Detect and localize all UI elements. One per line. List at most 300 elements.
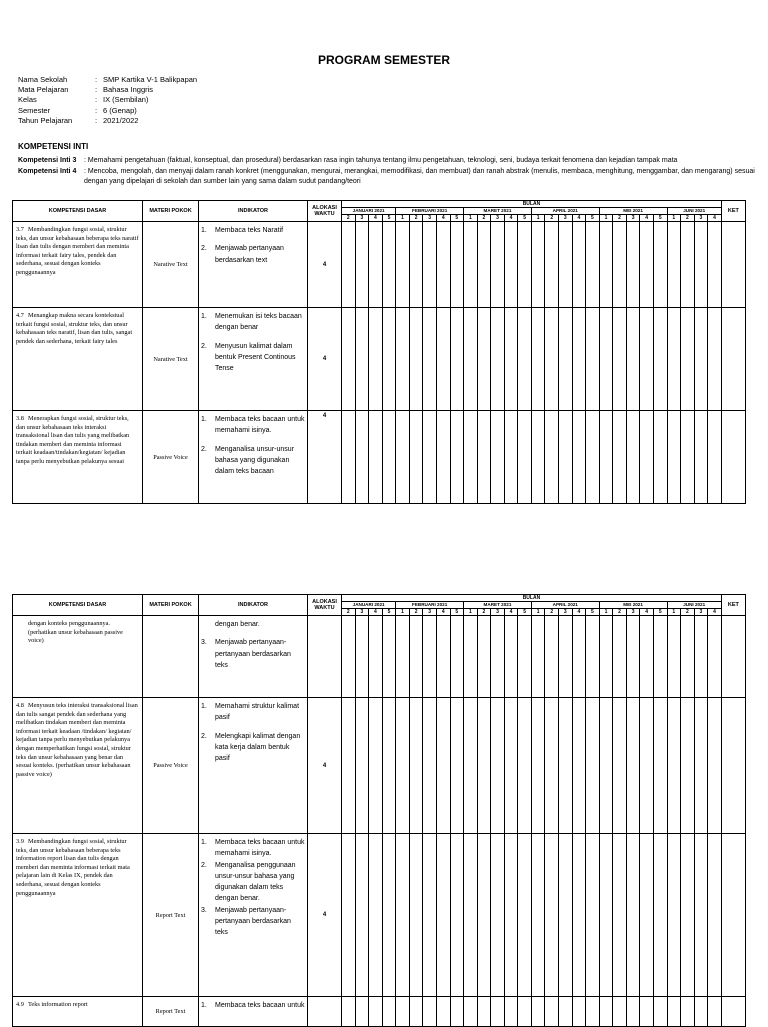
indikator-text: Menemukan isi teks bacaan dengan benar: [215, 313, 302, 332]
week-cell: [491, 308, 505, 411]
week-cell: [477, 616, 491, 698]
week-cell: [708, 411, 722, 504]
week-cell: [559, 411, 573, 504]
week-cell: [653, 698, 667, 834]
week-cell: [450, 308, 464, 411]
kd-text: Menyusun teks interaksi transaksional lisan dan tulis sangat pendek dan sederhana yang melibatkan tindakan memberi dan meminta informasi terkait keadaan /tindakan/ kegiatan/ kejadian tanpa perlu menyebutkan pelakunya dengan memperhatikan fungsi sosial, struktur teks dan unsur kebahasaan yang benar dan sesuai konteks. (perhatikan unsur kebahasaan passive voice): [16, 702, 138, 778]
week-cell: [559, 616, 573, 698]
week-cell: [464, 411, 478, 504]
indikator-text: Memahami struktur kalimat pasif: [215, 703, 300, 722]
indikator-text: Menjawab pertanyaan berdasarkan text: [215, 245, 284, 264]
week-cell: [491, 997, 505, 1027]
week-cell: [572, 616, 586, 698]
header-indikator: INDIKATOR: [199, 595, 308, 616]
week-cell: [409, 308, 423, 411]
indikator-number: 2.: [201, 342, 207, 350]
header-indikator: INDIKATOR: [199, 201, 308, 222]
week-cell: [667, 308, 681, 411]
indikator-number: 2.: [201, 445, 207, 453]
header-week: 2: [613, 215, 627, 222]
week-cell: [436, 616, 450, 698]
week-cell: [694, 411, 708, 504]
week-cell: [450, 997, 464, 1027]
header-week: 4: [369, 609, 383, 616]
week-cell: [518, 616, 532, 698]
info-row: [18, 116, 197, 126]
indikator-text: Membaca teks Naratif: [215, 227, 284, 234]
header-week: 5: [518, 609, 532, 616]
header-week: 3: [355, 609, 369, 616]
header-week: 2: [613, 609, 627, 616]
week-cell: [653, 222, 667, 308]
week-cell: [545, 834, 559, 997]
week-cell: [640, 616, 654, 698]
week-cell: [559, 308, 573, 411]
indikator-number: 1.: [201, 839, 207, 846]
header-week: 4: [369, 215, 383, 222]
week-cell: [369, 222, 383, 308]
indikator-number: 3.: [201, 639, 207, 647]
info-separator: :: [95, 105, 98, 115]
header-alokasi-waktu: ALOKASI WAKTU: [308, 595, 342, 616]
week-cell: [450, 222, 464, 308]
header-week: 3: [355, 215, 369, 222]
week-cell: [396, 308, 410, 411]
week-cell: [342, 834, 356, 997]
ki-label: Kompetensi Inti 3: [18, 157, 77, 164]
week-cell: [369, 834, 383, 997]
header-week: 3: [491, 609, 505, 616]
indikator-text: Menyusun kalimat dalam bentuk Present Continous Tense: [215, 342, 296, 373]
info-value: SMP Kartika V-1 Balikpapan: [103, 75, 198, 84]
week-cell: [613, 222, 627, 308]
week-cell: [667, 698, 681, 834]
week-cell: [626, 308, 640, 411]
week-cell: [667, 411, 681, 504]
week-cell: [450, 411, 464, 504]
header-month: JANUARI 2021: [342, 208, 396, 215]
week-cell: [464, 698, 478, 834]
kd-number: 4.8: [16, 702, 24, 709]
week-cell: [708, 308, 722, 411]
indikator-cell: [199, 308, 308, 411]
week-cell: [599, 616, 613, 698]
week-cell: [504, 698, 518, 834]
header-week: 2: [342, 609, 356, 616]
materi-pokok-cell: Report Text: [143, 834, 199, 997]
header-week: 4: [640, 609, 654, 616]
week-cell: [396, 834, 410, 997]
header-week: 1: [464, 609, 478, 616]
header-week: 2: [409, 609, 423, 616]
week-cell: [409, 997, 423, 1027]
week-cell: [681, 616, 695, 698]
week-cell: [504, 308, 518, 411]
week-cell: [626, 834, 640, 997]
week-cell: [653, 308, 667, 411]
indikator-item: [201, 444, 305, 478]
header-week: 3: [491, 215, 505, 222]
ket-cell: [721, 411, 745, 504]
info-label: Kelas: [18, 95, 37, 105]
week-cell: [396, 698, 410, 834]
table-row: [13, 222, 746, 308]
week-cell: [382, 308, 396, 411]
header-ket: KET: [721, 595, 745, 616]
info-separator: :: [95, 115, 98, 125]
header-week: 4: [436, 215, 450, 222]
header-materi-pokok: MATERI POKOK: [143, 201, 199, 222]
header-week: 3: [626, 609, 640, 616]
header-month: MARET 2021: [464, 208, 532, 215]
kompetensi-inti-4: [18, 167, 758, 186]
materi-pokok-cell: Narative Text: [143, 222, 199, 308]
week-cell: [545, 616, 559, 698]
week-cell: [599, 411, 613, 504]
indikator-item: [201, 701, 305, 724]
header-week: 3: [694, 215, 708, 222]
week-cell: [667, 997, 681, 1027]
week-cell: [436, 698, 450, 834]
week-cell: [382, 698, 396, 834]
week-cell: [518, 308, 532, 411]
header-ket: KET: [721, 201, 745, 222]
week-cell: [423, 222, 437, 308]
week-cell: [653, 411, 667, 504]
header-week: 1: [667, 215, 681, 222]
week-cell: [477, 222, 491, 308]
week-cell: [355, 834, 369, 997]
header-kompetensi-dasar: KOMPETENSI DASAR: [13, 201, 143, 222]
week-cell: [694, 698, 708, 834]
indikator-item: [201, 341, 305, 375]
header-week: 3: [423, 609, 437, 616]
indikator-number: 1.: [201, 313, 207, 320]
week-cell: [504, 222, 518, 308]
header-week: 4: [572, 609, 586, 616]
header-week: 3: [559, 609, 573, 616]
week-cell: [599, 698, 613, 834]
week-cell: [477, 997, 491, 1027]
week-cell: [586, 222, 600, 308]
table-row: [13, 834, 746, 997]
kompetensi-inti-3: [18, 156, 758, 166]
info-value: 2021/2022: [103, 115, 139, 125]
header-week: 2: [477, 215, 491, 222]
week-cell: [681, 308, 695, 411]
week-cell: [491, 222, 505, 308]
week-cell: [355, 997, 369, 1027]
header-week: 4: [436, 609, 450, 616]
week-cell: [450, 698, 464, 834]
header-week: 3: [694, 609, 708, 616]
week-cell: [369, 411, 383, 504]
header-week: 2: [342, 215, 356, 222]
header-week: 4: [504, 215, 518, 222]
week-cell: [423, 411, 437, 504]
week-cell: [545, 698, 559, 834]
week-cell: [559, 222, 573, 308]
kompetensi-dasar-cell: [13, 616, 143, 698]
week-cell: [409, 698, 423, 834]
indikator-number: 1.: [201, 416, 207, 423]
materi-pokok-cell: Report Text: [143, 997, 199, 1027]
header-bulan: BULAN: [342, 201, 722, 208]
week-cell: [531, 834, 545, 997]
week-cell: [504, 997, 518, 1027]
indikator-number: 2.: [201, 732, 207, 740]
kd-text: Membandingkan fungsi sosial, struktur teks, dan unsur kebahasaan beberapa teks information report lisan dan tulis dengan memberi dan meminta informasi terkait mata pelajaran lain di Kelas IX, pendek dan sederhana, sesuai dengan konteks penggunaannya: [16, 838, 130, 897]
header-materi-pokok: MATERI POKOK: [143, 595, 199, 616]
kd-text: Menerapkan fungsi sosial, struktur teks, dan unsur kebahasaan teks interaksi transaksional lisan dan tulis yang melibatkan tindakan memberi dan meminta informasi terkait keadaan/tindakan/kegiatan/ kejadian tanpa perlu menyebutkan pelakunya sesuai: [16, 415, 130, 465]
indikator-number: 1.: [201, 1002, 207, 1009]
week-cell: [640, 222, 654, 308]
week-cell: [559, 997, 573, 1027]
indikator-text: Melengkapi kalimat dengan kata kerja dalam bentuk pasif: [215, 732, 301, 763]
kd-number: 3.7: [16, 226, 24, 233]
week-cell: [626, 222, 640, 308]
week-cell: [531, 698, 545, 834]
week-cell: [423, 616, 437, 698]
header-week: 3: [423, 215, 437, 222]
header-week: 1: [396, 215, 410, 222]
week-cell: [653, 616, 667, 698]
ket-cell: [721, 616, 745, 698]
week-cell: [342, 308, 356, 411]
week-cell: [559, 698, 573, 834]
indikator-text: Membaca teks bacaan untuk memahami isinya.: [215, 839, 305, 858]
indikator-item: [201, 225, 305, 236]
indikator-item: [201, 860, 305, 905]
kd-text: Membandingkan fungsi sosial, struktur teks, dan unsur kebahasaan beberapa teks naratif lisan dan tulis dengan memberi dan meminta informasi terkait fairy tales, pendek dan sederhana, sesuai dengan konteks penggunaannya: [16, 226, 139, 276]
week-cell: [409, 834, 423, 997]
week-cell: [369, 616, 383, 698]
week-cell: [491, 698, 505, 834]
week-cell: [342, 698, 356, 834]
materi-pokok-cell: Passive Voice: [143, 411, 199, 504]
info-value: IX (Sembilan): [103, 95, 149, 105]
week-cell: [640, 411, 654, 504]
indikator-cell: [199, 834, 308, 997]
week-cell: [409, 222, 423, 308]
week-cell: [409, 411, 423, 504]
ket-cell: [721, 698, 745, 834]
week-cell: [545, 411, 559, 504]
info-separator: :: [95, 75, 98, 84]
info-label: Mata Pelajaran: [18, 85, 69, 95]
kd-number: 4.9: [16, 1001, 24, 1008]
week-cell: [681, 698, 695, 834]
indikator-text: Menganalisa penggunaan unsur-unsur bahasa yang digunakan dalam teks dengan benar.: [215, 861, 296, 903]
header-month: MEI 2021: [599, 602, 667, 609]
week-cell: [531, 997, 545, 1027]
week-cell: [436, 222, 450, 308]
kompetensi-dasar-cell: [13, 698, 143, 834]
page-title: PROGRAM SEMESTER: [317, 53, 450, 67]
header-week: 5: [518, 215, 532, 222]
week-cell: [599, 308, 613, 411]
week-cell: [586, 834, 600, 997]
indikator-item: [201, 311, 305, 334]
info-row: [18, 95, 197, 105]
week-cell: [586, 997, 600, 1027]
header-month: FEBRUARI 2021: [396, 208, 464, 215]
kd-number: 4.7: [16, 312, 24, 319]
week-cell: [504, 411, 518, 504]
header-week: 3: [559, 215, 573, 222]
indikator-item: [201, 837, 305, 860]
header-week: 4: [708, 215, 722, 222]
header-week: 1: [599, 609, 613, 616]
week-cell: [531, 222, 545, 308]
kompetensi-dasar-cell: [13, 834, 143, 997]
header-week: 4: [504, 609, 518, 616]
header-week: 4: [708, 609, 722, 616]
indikator-number: 2.: [201, 245, 207, 253]
materi-pokok-cell: [143, 616, 199, 698]
week-cell: [653, 997, 667, 1027]
week-cell: [450, 616, 464, 698]
week-cell: [518, 411, 532, 504]
week-cell: [369, 997, 383, 1027]
alokasi-waktu-cell: [308, 997, 342, 1027]
week-cell: [342, 222, 356, 308]
indikator-item: [201, 619, 305, 630]
week-cell: [572, 698, 586, 834]
indikator-item: [201, 731, 305, 765]
info-separator: :: [95, 85, 98, 95]
week-cell: [355, 222, 369, 308]
week-cell: [369, 308, 383, 411]
week-cell: [382, 834, 396, 997]
week-cell: [382, 997, 396, 1027]
week-cell: [342, 997, 356, 1027]
header-week: 5: [382, 215, 396, 222]
indikator-cell: [199, 222, 308, 308]
indikator-cell: [199, 997, 308, 1027]
week-cell: [640, 698, 654, 834]
week-cell: [518, 222, 532, 308]
alokasi-waktu-cell: 4: [308, 308, 342, 411]
header-week: 3: [626, 215, 640, 222]
indikator-item: [201, 1000, 305, 1011]
week-cell: [640, 834, 654, 997]
week-cell: [545, 997, 559, 1027]
week-cell: [423, 997, 437, 1027]
week-cell: [586, 698, 600, 834]
indikator-number: 2.: [201, 861, 207, 869]
indikator-text: Menjawab pertanyaan-pertanyaan berdasarkan teks: [215, 906, 291, 937]
ki-text: : Mencoba, mengolah, dan menyaji dalam ranah konkret (menggunakan, mengurai, merangkai, memodifikasi, dan membuat) dan ranah abstrak (menulis, membaca, menghitung, menggambar, dan mengarang) sesuai dengan yang dipelajari di sekolah dan sumber lain yang sama dalam sudut pandang/teori: [84, 168, 755, 185]
week-cell: [586, 411, 600, 504]
week-cell: [626, 411, 640, 504]
week-cell: [694, 997, 708, 1027]
header-week: 5: [653, 609, 667, 616]
week-cell: [423, 308, 437, 411]
week-cell: [681, 222, 695, 308]
week-cell: [667, 616, 681, 698]
ki-label: Kompetensi Inti 4: [18, 168, 77, 175]
kd-number: 3.8: [16, 415, 24, 422]
header-week: 1: [531, 609, 545, 616]
indikator-cell: [199, 698, 308, 834]
indikator-text: Membaca teks bacaan untuk memahami isinya.: [215, 416, 305, 435]
header-bulan: BULAN: [342, 595, 722, 602]
info-value: Bahasa Inggris: [103, 85, 154, 95]
ket-cell: [721, 997, 745, 1027]
indikator-number: 3.: [201, 906, 207, 914]
week-cell: [613, 997, 627, 1027]
header-week: 5: [382, 609, 396, 616]
alokasi-waktu-cell: 4: [308, 834, 342, 997]
week-cell: [572, 222, 586, 308]
header-week: 5: [586, 215, 600, 222]
ket-cell: [721, 222, 745, 308]
week-cell: [369, 698, 383, 834]
header-week: 1: [531, 215, 545, 222]
week-cell: [613, 698, 627, 834]
indikator-cell: [199, 411, 308, 504]
week-cell: [477, 834, 491, 997]
week-cell: [545, 222, 559, 308]
week-cell: [640, 997, 654, 1027]
ket-cell: [721, 834, 745, 997]
week-cell: [708, 616, 722, 698]
week-cell: [681, 411, 695, 504]
table-row: [13, 308, 746, 411]
header-week: 2: [409, 215, 423, 222]
week-cell: [477, 308, 491, 411]
week-cell: [355, 698, 369, 834]
kompetensi-dasar-cell: [13, 411, 143, 504]
header-kompetensi-dasar: KOMPETENSI DASAR: [13, 595, 143, 616]
header-month: APRIL 2021: [531, 208, 599, 215]
week-cell: [531, 411, 545, 504]
info-label: Semester: [18, 105, 51, 115]
program-table-2: [12, 594, 746, 1027]
week-cell: [681, 834, 695, 997]
header-week: 1: [396, 609, 410, 616]
header-week: 2: [477, 609, 491, 616]
kd-text: dengan konteks penggunaannya. (perhatikan unsur kebahasaan passive voice): [28, 620, 123, 645]
week-cell: [694, 834, 708, 997]
materi-pokok-cell: Passive Voice: [143, 698, 199, 834]
week-cell: [382, 222, 396, 308]
week-cell: [396, 616, 410, 698]
week-cell: [342, 616, 356, 698]
header-week: 2: [545, 609, 559, 616]
table-row-continued: [13, 616, 746, 698]
week-cell: [504, 834, 518, 997]
header-month: JUNI 2021: [667, 208, 721, 215]
header-week: 1: [667, 609, 681, 616]
week-cell: [464, 834, 478, 997]
week-cell: [586, 308, 600, 411]
week-cell: [531, 616, 545, 698]
header-month: JUNI 2021: [667, 602, 721, 609]
week-cell: [382, 616, 396, 698]
header-month: JANUARI 2021: [342, 602, 396, 609]
week-cell: [491, 834, 505, 997]
week-cell: [477, 698, 491, 834]
header-week: 5: [653, 215, 667, 222]
ki-text: : Memahami pengetahuan (faktual, konseptual, dan prosedural) berdasarkan rasa ingin tahunya tentang ilmu pengetahuan, teknologi, seni, budaya terkait fenomena dan kejadian tampak mata: [84, 157, 678, 164]
alokasi-waktu-cell: 4: [308, 698, 342, 834]
week-cell: [518, 698, 532, 834]
week-cell: [464, 308, 478, 411]
week-cell: [396, 222, 410, 308]
week-cell: [681, 997, 695, 1027]
